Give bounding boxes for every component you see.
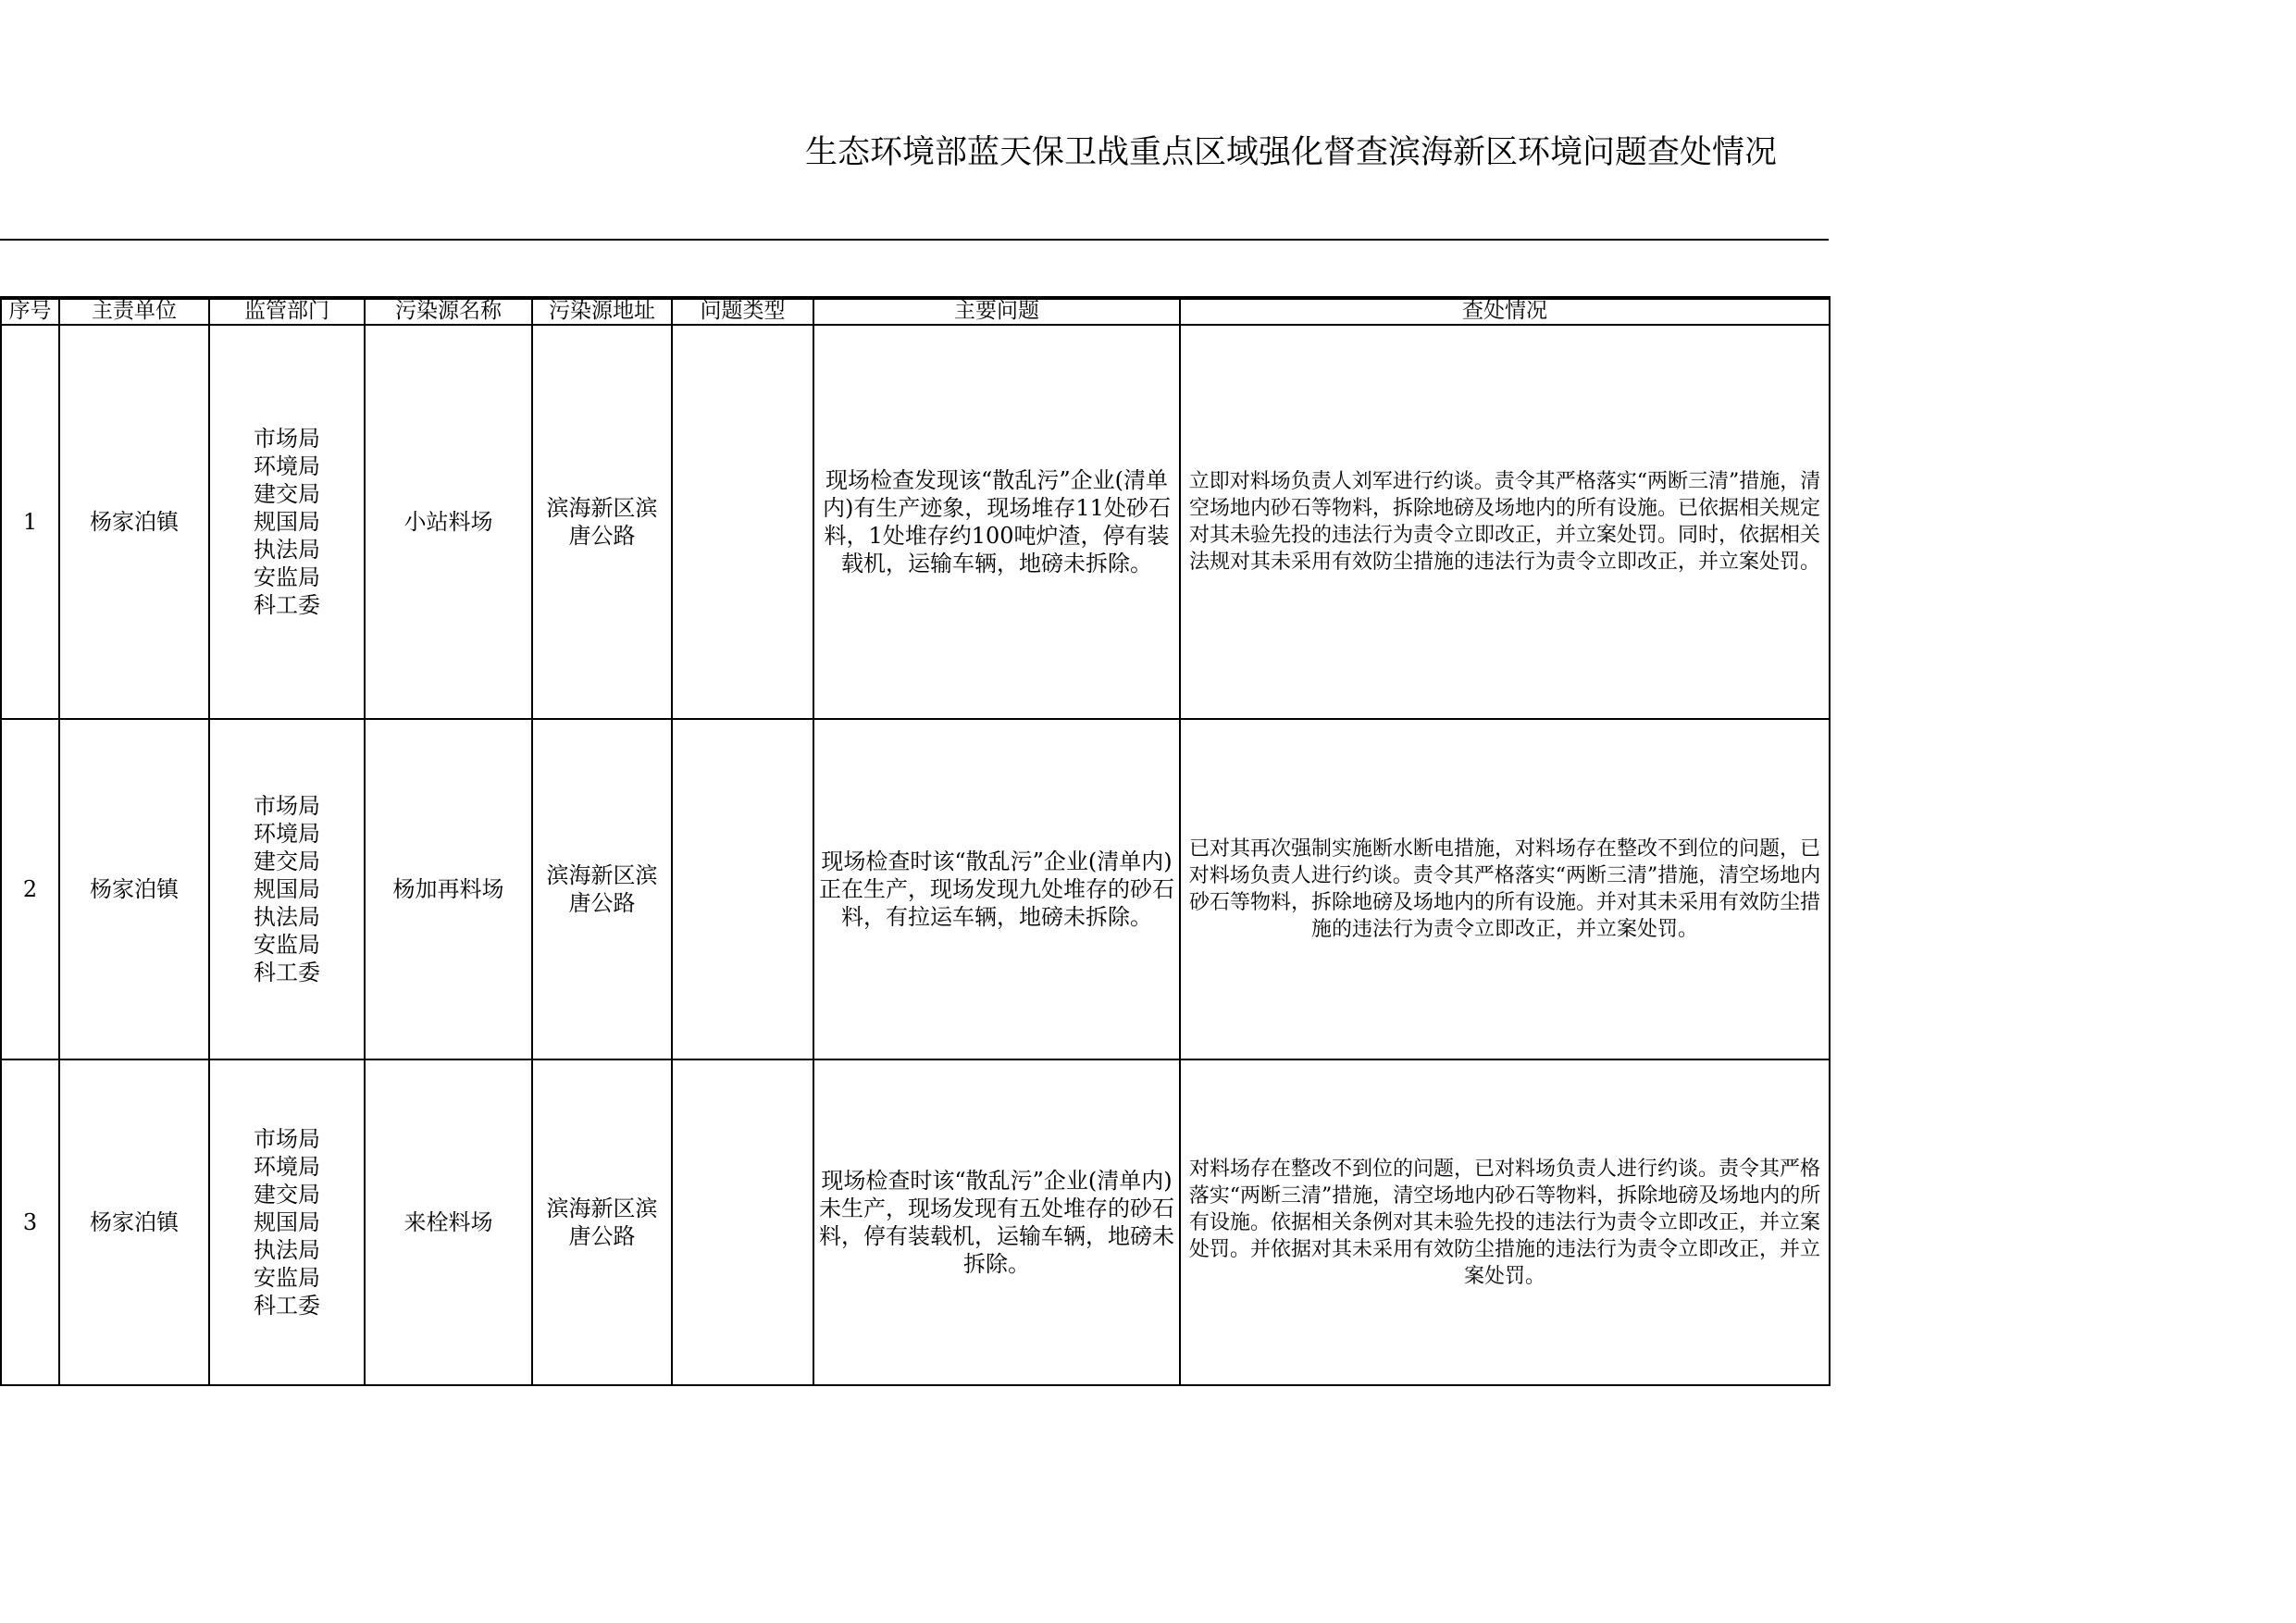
dept-item: 市场局 [254, 426, 320, 452]
cell-no: 3 [1, 1059, 59, 1385]
dept-item: 市场局 [254, 793, 320, 819]
dept-item: 科工委 [254, 592, 320, 618]
cell-problem-type [672, 1059, 813, 1385]
cell-unit: 杨家泊镇 [59, 719, 209, 1059]
cell-dept [209, 1059, 365, 1385]
cell-handling: 对料场存在整改不到位的问题，已对料场负责人进行约谈。责令其严格落实“两断三清”措施，清空场地内砂石等物料，拆除地磅及场地内的所有设施。依据相关条例对其未验先投的违法行为责令立即改正，并立案处罚。并依据对其未采用有效防尘措施的违法行为责令立即改正，并立案处罚。 [1180, 1059, 1830, 1385]
cell-dept [209, 719, 365, 1059]
header-row [1, 297, 1830, 325]
cell-handling: 已对其再次强制实施断水断电措施，对料场存在整改不到位的问题，已对料场负责人进行约谈。责令其严格落实“两断三清”措施，清空场地内砂石等物料，拆除地磅及场地内的所有设施。并对其未采用有效防尘措施的违法行为责令立即改正，并立案处罚。 [1180, 719, 1830, 1059]
header-unit: 主责单位 [59, 297, 209, 325]
dept-item: 环境局 [254, 453, 320, 479]
title-strip [0, 239, 1829, 300]
cell-address: 滨海新区滨唐公路 [532, 719, 672, 1059]
dept-item: 科工委 [254, 1293, 320, 1319]
dept-item: 执法局 [254, 904, 320, 930]
dept-item: 建交局 [254, 849, 320, 874]
header-source-name: 污染源名称 [365, 297, 532, 325]
cell-main-problem: 现场检查时该“散乱污”企业(清单内)正在生产，现场发现九处堆存的砂石料，有拉运车辆，地磅未拆除。 [813, 719, 1180, 1059]
dept-item: 市场局 [254, 1126, 320, 1152]
header-problem-type: 问题类型 [672, 297, 813, 325]
page-title: 生态环境部蓝天保卫战重点区域强化督查滨海新区环境问题查处情况 [805, 134, 1778, 171]
dept-item: 建交局 [254, 481, 320, 507]
dept-item: 建交局 [254, 1182, 320, 1208]
table-row [1, 325, 1830, 719]
cell-no: 1 [1, 325, 59, 719]
cell-source-name: 杨加再料场 [365, 719, 532, 1059]
header-dept: 监管部门 [209, 297, 365, 325]
table-row [1, 1059, 1830, 1385]
issues-table [0, 296, 1831, 1386]
dept-item: 环境局 [254, 821, 320, 847]
cell-unit: 杨家泊镇 [59, 1059, 209, 1385]
dept-item: 安监局 [254, 1265, 320, 1291]
dept-item: 安监局 [254, 932, 320, 958]
cell-main-problem: 现场检查发现该“散乱污”企业(清单内)有生产迹象，现场堆存11处砂石料，1处堆存约100吨炉渣，停有装载机，运输车辆，地磅未拆除。 [813, 325, 1180, 719]
header-handling: 查处情况 [1180, 297, 1830, 325]
cell-source-name: 小站料场 [365, 325, 532, 719]
header-main-problem: 主要问题 [813, 297, 1180, 325]
dept-item: 科工委 [254, 960, 320, 985]
header-no: 序号 [1, 297, 59, 325]
table-row [1, 719, 1830, 1059]
cell-unit: 杨家泊镇 [59, 325, 209, 719]
cell-handling: 立即对料场负责人刘军进行约谈。责令其严格落实“两断三清”措施，清空场地内砂石等物料，拆除地磅及场地内的所有设施。已依据相关规定对其未验先投的违法行为责令立即改正，并立案处罚。同时，依据相关法规对其未采用有效防尘措施的违法行为责令立即改正，并立案处罚。 [1180, 325, 1830, 719]
dept-item: 规国局 [254, 1209, 320, 1235]
cell-address: 滨海新区滨唐公路 [532, 1059, 672, 1385]
cell-source-name: 来栓料场 [365, 1059, 532, 1385]
dept-item: 安监局 [254, 564, 320, 590]
cell-main-problem: 现场检查时该“散乱污”企业(清单内)未生产，现场发现有五处堆存的砂石料，停有装载机，运输车辆，地磅未拆除。 [813, 1059, 1180, 1385]
dept-item: 执法局 [254, 1237, 320, 1263]
header-address: 污染源地址 [532, 297, 672, 325]
dept-item: 规国局 [254, 876, 320, 902]
dept-item: 环境局 [254, 1154, 320, 1180]
dept-item: 规国局 [254, 509, 320, 535]
dept-item: 执法局 [254, 537, 320, 563]
cell-problem-type [672, 719, 813, 1059]
cell-no: 2 [1, 719, 59, 1059]
cell-address: 滨海新区滨唐公路 [532, 325, 672, 719]
cell-dept [209, 325, 365, 719]
cell-problem-type [672, 325, 813, 719]
